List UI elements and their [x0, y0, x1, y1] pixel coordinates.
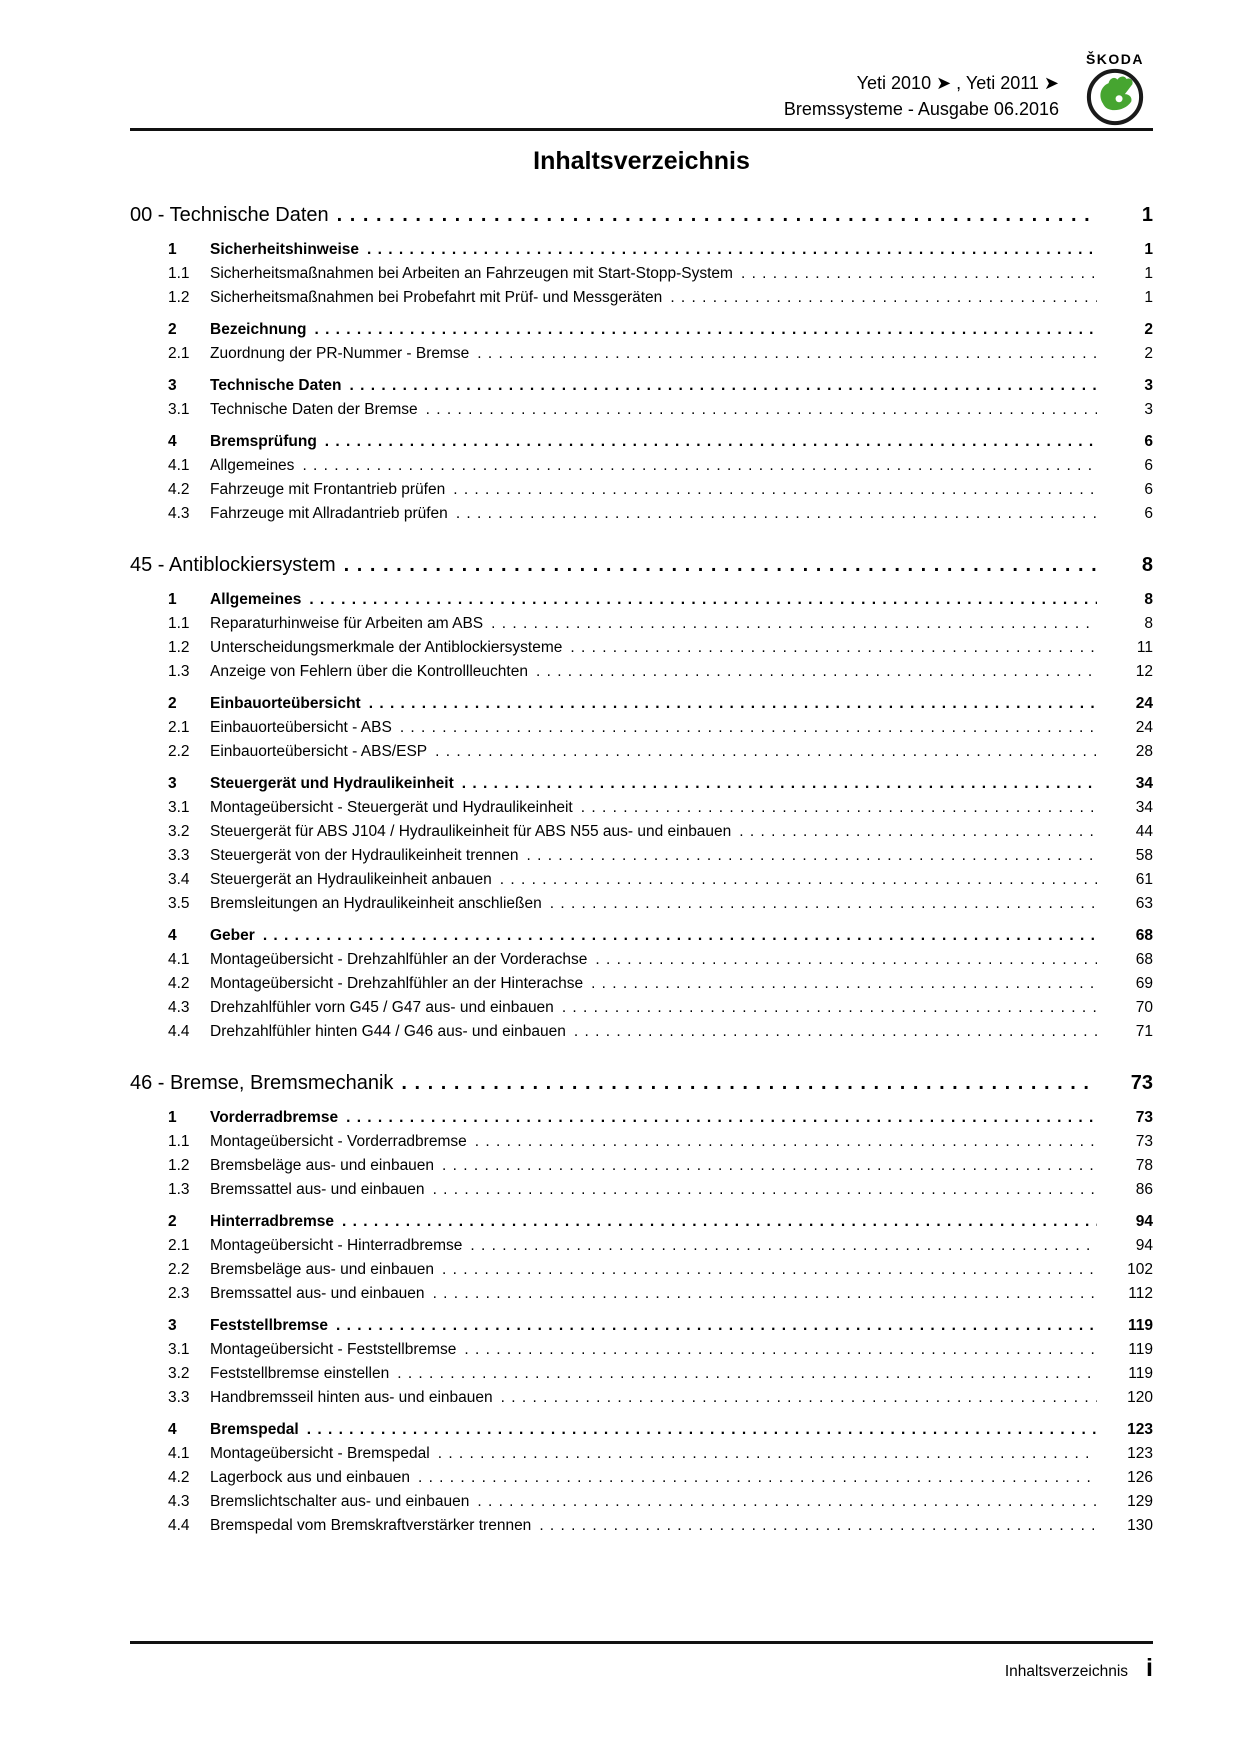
dot-leader	[456, 502, 1097, 526]
entry-number: 4	[168, 1421, 177, 1438]
toc-entry-row	[130, 1362, 1153, 1386]
dot-leader	[570, 636, 1097, 660]
toc-entry-row	[130, 1258, 1153, 1282]
entry-page: 123	[1127, 1445, 1153, 1462]
entry-title: Handbremsseil hinten aus- und einbauen	[210, 1389, 493, 1406]
entry-number: 3.1	[168, 1341, 190, 1358]
toc-entry-row	[130, 924, 1153, 948]
dot-leader	[442, 1258, 1097, 1282]
entry-page: 112	[1128, 1285, 1153, 1302]
entry-title: Anzeige von Fehlern über die Kontrollleuchten	[210, 663, 528, 680]
toc-entry-row	[130, 1418, 1153, 1442]
entry-number: 2.1	[168, 719, 190, 736]
dot-leader	[433, 1178, 1097, 1202]
toc-entry-row	[130, 1442, 1153, 1466]
entry-title: Montageübersicht - Vorderradbremse	[210, 1133, 467, 1150]
entry-number: 1.1	[168, 265, 190, 282]
entry-title: Technische Daten der Bremse	[210, 401, 418, 418]
entry-number: 3.3	[168, 847, 190, 864]
toc-entry-row	[130, 972, 1153, 996]
toc-chapter-row	[130, 550, 1153, 580]
entry-number: 3.4	[168, 871, 190, 888]
toc-entry-row	[130, 454, 1153, 478]
chapter-title: 00 - Technische Daten	[130, 204, 329, 226]
toc-entry-row	[130, 772, 1153, 796]
dot-leader	[739, 820, 1097, 844]
toc-section	[130, 1068, 1153, 1538]
entry-page: 58	[1135, 847, 1153, 864]
entry-title: Montageübersicht - Bremspedal	[210, 1445, 430, 1462]
entry-number: 1.2	[168, 1157, 190, 1174]
dot-leader	[346, 1106, 1097, 1130]
entry-number: 1	[168, 591, 177, 608]
entry-number: 3	[168, 377, 177, 394]
entry-page: 86	[1135, 1181, 1153, 1198]
entry-number: 2	[168, 1213, 177, 1230]
entry-title: Sicherheitshinweise	[210, 241, 360, 258]
entry-page: 3	[1144, 401, 1153, 418]
dot-leader	[336, 1314, 1097, 1338]
toc	[130, 200, 1153, 1538]
toc-entry-row	[130, 588, 1153, 612]
entry-title: Feststellbremse einstellen	[210, 1365, 390, 1382]
entry-title: Bremspedal vom Bremskraftverstärker trennen	[210, 1517, 532, 1534]
entry-title: Montageübersicht - Drehzahlfühler an der Vorderachse	[210, 951, 588, 968]
dot-leader	[470, 1234, 1097, 1258]
dot-leader	[462, 772, 1097, 796]
entry-title: Lagerbock aus und einbauen	[210, 1469, 410, 1486]
entry-page: 119	[1127, 1317, 1153, 1334]
dot-leader	[344, 550, 1097, 580]
entry-title: Hinterradbremse	[210, 1213, 335, 1230]
entry-number: 2.1	[168, 1237, 190, 1254]
entry-title: Einbauorteübersicht	[210, 695, 361, 712]
entry-title: Drehzahlfühler hinten G44 / G46 aus- und einbauen	[210, 1023, 566, 1040]
entry-page: 34	[1135, 775, 1153, 792]
entry-page: 78	[1135, 1157, 1153, 1174]
dot-leader	[475, 1130, 1097, 1154]
entry-number: 1	[168, 1109, 177, 1126]
entry-number: 4	[168, 433, 177, 450]
entry-title: Steuergerät an Hydraulikeinheit anbauen	[210, 871, 492, 888]
entry-page: 1	[1144, 265, 1153, 282]
entry-page: 119	[1128, 1365, 1153, 1382]
toc-chapter-row	[130, 1068, 1153, 1098]
dot-leader	[595, 948, 1097, 972]
dot-leader	[453, 478, 1097, 502]
entry-title: Zuordnung der PR-Nummer - Bremse	[210, 345, 470, 362]
entry-title: Vorderradbremse	[210, 1109, 339, 1126]
toc-entry-row	[130, 1386, 1153, 1410]
dot-leader	[438, 1442, 1097, 1466]
dot-leader	[263, 924, 1097, 948]
entry-page: 2	[1144, 321, 1153, 338]
toc-entry-row	[130, 1338, 1153, 1362]
dot-leader	[500, 868, 1097, 892]
entry-page: 12	[1135, 663, 1153, 680]
entry-number: 1.2	[168, 289, 190, 306]
entry-page: 44	[1135, 823, 1153, 840]
section-entries	[130, 588, 1153, 1044]
entry-title: Montageübersicht - Steuergerät und Hydraulikeinheit	[210, 799, 573, 816]
entry-number: 3	[168, 1317, 177, 1334]
entry-page: 2	[1144, 345, 1153, 362]
entry-number: 4.2	[168, 1469, 190, 1486]
page-header	[130, 0, 1153, 126]
entry-title: Montageübersicht - Hinterradbremse	[210, 1237, 463, 1254]
entry-page: 1	[1144, 241, 1153, 258]
chapter-page: 1	[1141, 204, 1153, 226]
entry-title: Bremslichtschalter aus- und einbauen	[210, 1493, 470, 1510]
toc-entry-row	[130, 238, 1153, 262]
dot-leader	[401, 1068, 1097, 1098]
entry-page: 94	[1135, 1213, 1153, 1230]
toc-section	[130, 550, 1153, 1044]
entry-number: 3	[168, 775, 177, 792]
entry-number: 1.2	[168, 639, 190, 656]
entry-page: 63	[1135, 895, 1153, 912]
entry-title: Bezeichnung	[210, 321, 307, 338]
entry-title: Drehzahlfühler vorn G45 / G47 aus- und einbauen	[210, 999, 554, 1016]
toc-entry-row	[130, 636, 1153, 660]
entry-page: 130	[1127, 1517, 1153, 1534]
entry-page: 6	[1144, 433, 1153, 450]
dot-leader	[314, 318, 1097, 342]
dot-leader	[536, 660, 1097, 684]
dot-leader	[435, 740, 1097, 764]
toc-entry-row	[130, 1514, 1153, 1538]
entry-title: Bremssattel aus- und einbauen	[210, 1285, 425, 1302]
entry-title: Unterscheidungsmerkmale der Antiblockiersysteme	[210, 639, 563, 656]
entry-title: Allgemeines	[210, 591, 302, 608]
entry-number: 2.2	[168, 743, 190, 760]
dot-leader	[350, 374, 1097, 398]
dot-leader	[591, 972, 1097, 996]
entry-page: 119	[1128, 1341, 1153, 1358]
entry-title: Geber	[210, 927, 255, 944]
entry-title: Sicherheitsmaßnahmen bei Probefahrt mit Prüf- und Messgeräten	[210, 289, 663, 306]
entry-page: 6	[1144, 505, 1153, 522]
toc-entry-row	[130, 1282, 1153, 1306]
toc-entry-row	[130, 612, 1153, 636]
dot-leader	[337, 200, 1097, 230]
dot-leader	[309, 588, 1097, 612]
entry-number: 2.1	[168, 345, 190, 362]
entry-page: 68	[1135, 951, 1153, 968]
dot-leader	[491, 612, 1097, 636]
entry-page: 6	[1144, 481, 1153, 498]
dot-leader	[741, 262, 1097, 286]
header-edition-line: Bremssysteme - Ausgabe 06.2016	[783, 99, 1059, 119]
entry-number: 4.3	[168, 505, 190, 522]
entry-title: Montageübersicht - Drehzahlfühler an der Hinterachse	[210, 975, 584, 992]
toc-entry-row	[130, 318, 1153, 342]
entry-page: 123	[1127, 1421, 1153, 1438]
entry-number: 1.1	[168, 1133, 190, 1150]
entry-number: 4.2	[168, 975, 190, 992]
dot-leader	[302, 454, 1097, 478]
dot-leader	[477, 342, 1097, 366]
entry-page: 68	[1135, 927, 1153, 944]
chapter-page: 73	[1130, 1072, 1153, 1094]
entry-page: 102	[1127, 1261, 1153, 1278]
toc-entry-row	[130, 868, 1153, 892]
entry-page: 3	[1144, 377, 1153, 394]
page-title: Inhaltsverzeichnis	[533, 147, 750, 175]
entry-number: 1.3	[168, 663, 190, 680]
toc-chapter-row	[130, 200, 1153, 230]
dot-leader	[397, 1362, 1097, 1386]
toc-entry-row	[130, 820, 1153, 844]
entry-number: 4.4	[168, 1023, 190, 1040]
entry-number: 4.1	[168, 951, 190, 968]
dot-leader	[550, 892, 1097, 916]
toc-entry-row	[130, 1178, 1153, 1202]
toc-entry-row	[130, 1234, 1153, 1258]
entry-number: 2	[168, 695, 177, 712]
toc-entry-row	[130, 398, 1153, 422]
dot-leader	[477, 1490, 1097, 1514]
toc-entry-row	[130, 342, 1153, 366]
entry-page: 69	[1135, 975, 1153, 992]
entry-title: Steuergerät und Hydraulikeinheit	[210, 775, 454, 792]
entry-page: 8	[1144, 591, 1153, 608]
toc-entry-row	[130, 478, 1153, 502]
entry-number: 3.1	[168, 799, 190, 816]
entry-title: Steuergerät für ABS J104 / Hydraulikeinheit für ABS N55 aus- und einbauen	[210, 823, 732, 840]
entry-page: 129	[1127, 1493, 1153, 1510]
dot-leader	[442, 1154, 1097, 1178]
dot-leader	[418, 1466, 1097, 1490]
entry-page: 6	[1144, 457, 1153, 474]
entry-page: 8	[1144, 615, 1153, 632]
skoda-wordmark: ŠKODA	[1085, 51, 1145, 67]
entry-number: 3.5	[168, 895, 190, 912]
page-footer	[130, 1641, 1153, 1681]
entry-title: Technische Daten	[210, 377, 342, 394]
entry-number: 4.3	[168, 999, 190, 1016]
entry-page: 28	[1135, 743, 1153, 760]
footer-page-number: i	[1146, 1654, 1153, 1682]
entry-title: Bremssattel aus- und einbauen	[210, 1181, 425, 1198]
toc-entry-row	[130, 844, 1153, 868]
toc-entry-row	[130, 692, 1153, 716]
header-model-line: Yeti 2010 ➤ , Yeti 2011 ➤	[856, 73, 1059, 93]
entry-number: 2.3	[168, 1285, 190, 1302]
entry-title: Einbauorteübersicht - ABS	[210, 719, 392, 736]
entry-number: 3.1	[168, 401, 190, 418]
dot-leader	[342, 1210, 1097, 1234]
entry-title: Allgemeines	[210, 457, 295, 474]
toc-entry-row	[130, 996, 1153, 1020]
entry-number: 1.3	[168, 1181, 190, 1198]
entry-title: Fahrzeuge mit Frontantrieb prüfen	[210, 481, 446, 498]
dot-leader	[433, 1282, 1097, 1306]
entry-number: 3.2	[168, 1365, 190, 1382]
entry-title: Feststellbremse	[210, 1317, 329, 1334]
entry-number: 4.1	[168, 457, 190, 474]
skoda-logo	[1077, 52, 1153, 126]
dot-leader	[426, 398, 1097, 422]
toc-entry-row	[130, 1130, 1153, 1154]
toc-entry-row	[130, 716, 1153, 740]
dot-leader	[574, 1020, 1097, 1044]
entry-title: Sicherheitsmaßnahmen bei Arbeiten an Fahrzeugen mit Start-Stopp-System	[210, 265, 733, 282]
toc-entry-row	[130, 948, 1153, 972]
entry-number: 2.2	[168, 1261, 190, 1278]
entry-page: 94	[1135, 1237, 1153, 1254]
entry-page: 71	[1135, 1023, 1153, 1040]
toc-entry-row	[130, 1020, 1153, 1044]
entry-title: Bremsbeläge aus- und einbauen	[210, 1157, 435, 1174]
entry-number: 4	[168, 927, 177, 944]
entry-page: 126	[1127, 1469, 1153, 1486]
entry-page: 1	[1144, 289, 1153, 306]
entry-number: 4.2	[168, 481, 190, 498]
entry-number: 4.1	[168, 1445, 190, 1462]
dot-leader	[670, 286, 1097, 310]
header-text-block	[784, 70, 1059, 126]
dot-leader	[501, 1386, 1097, 1410]
chapter-page: 8	[1141, 554, 1153, 576]
toc-entry-row	[130, 1106, 1153, 1130]
dot-leader	[400, 716, 1097, 740]
entry-number: 4.4	[168, 1517, 190, 1534]
toc-entry-row	[130, 1490, 1153, 1514]
toc-entry-row	[130, 374, 1153, 398]
entry-number: 1	[168, 241, 177, 258]
toc-section	[130, 200, 1153, 526]
entry-page: 70	[1135, 999, 1153, 1016]
entry-page: 24	[1135, 719, 1153, 736]
toc-entry-row	[130, 1314, 1153, 1338]
dot-leader	[539, 1514, 1097, 1538]
toc-entry-row	[130, 1466, 1153, 1490]
entry-page: 11	[1136, 639, 1153, 656]
entry-page: 120	[1127, 1389, 1153, 1406]
toc-entry-row	[130, 286, 1153, 310]
chapter-title: 46 - Bremse, Bremsmechanik	[130, 1072, 394, 1094]
toc-entry-row	[130, 796, 1153, 820]
entry-title: Reparaturhinweise für Arbeiten am ABS	[210, 615, 484, 632]
toc-entry-row	[130, 262, 1153, 286]
entry-number: 3.3	[168, 1389, 190, 1406]
entry-number: 4.3	[168, 1493, 190, 1510]
dot-leader	[367, 238, 1097, 262]
dot-leader	[307, 1418, 1097, 1442]
dot-leader	[464, 1338, 1097, 1362]
entry-number: 2	[168, 321, 177, 338]
entry-page: 34	[1135, 799, 1153, 816]
entry-title: Steuergerät von der Hydraulikeinheit trennen	[210, 847, 519, 864]
toc-entry-row	[130, 740, 1153, 764]
dot-leader	[369, 692, 1097, 716]
skoda-winged-arrow-icon	[1086, 68, 1144, 126]
chapter-title: 45 - Antiblockiersystem	[130, 554, 336, 576]
entry-page: 73	[1135, 1133, 1153, 1150]
toc-entry-row	[130, 430, 1153, 454]
entry-title: Bremspedal	[210, 1421, 299, 1438]
dot-leader	[325, 430, 1097, 454]
entry-number: 3.2	[168, 823, 190, 840]
entry-page: 61	[1135, 871, 1153, 888]
section-entries	[130, 238, 1153, 526]
entry-page: 24	[1135, 695, 1153, 712]
entry-title: Bremsbeläge aus- und einbauen	[210, 1261, 435, 1278]
footer-label: Inhaltsverzeichnis	[1004, 1663, 1129, 1680]
entry-title: Einbauorteübersicht - ABS/ESP	[210, 743, 428, 760]
entry-title: Montageübersicht - Feststellbremse	[210, 1341, 457, 1358]
entry-title: Fahrzeuge mit Allradantrieb prüfen	[210, 505, 448, 522]
toc-entry-row	[130, 1154, 1153, 1178]
toc-entry-row	[130, 892, 1153, 916]
dot-leader	[526, 844, 1097, 868]
toc-entry-row	[130, 1210, 1153, 1234]
dot-leader	[581, 796, 1097, 820]
section-entries	[130, 1106, 1153, 1538]
dot-leader	[562, 996, 1097, 1020]
entry-page: 73	[1135, 1109, 1153, 1126]
toc-entry-row	[130, 660, 1153, 684]
entry-title: Bremsleitungen an Hydraulikeinheit anschließen	[210, 895, 542, 912]
toc-entry-row	[130, 502, 1153, 526]
entry-number: 1.1	[168, 615, 190, 632]
header-divider	[130, 128, 1153, 131]
entry-title: Bremsprüfung	[210, 433, 317, 450]
